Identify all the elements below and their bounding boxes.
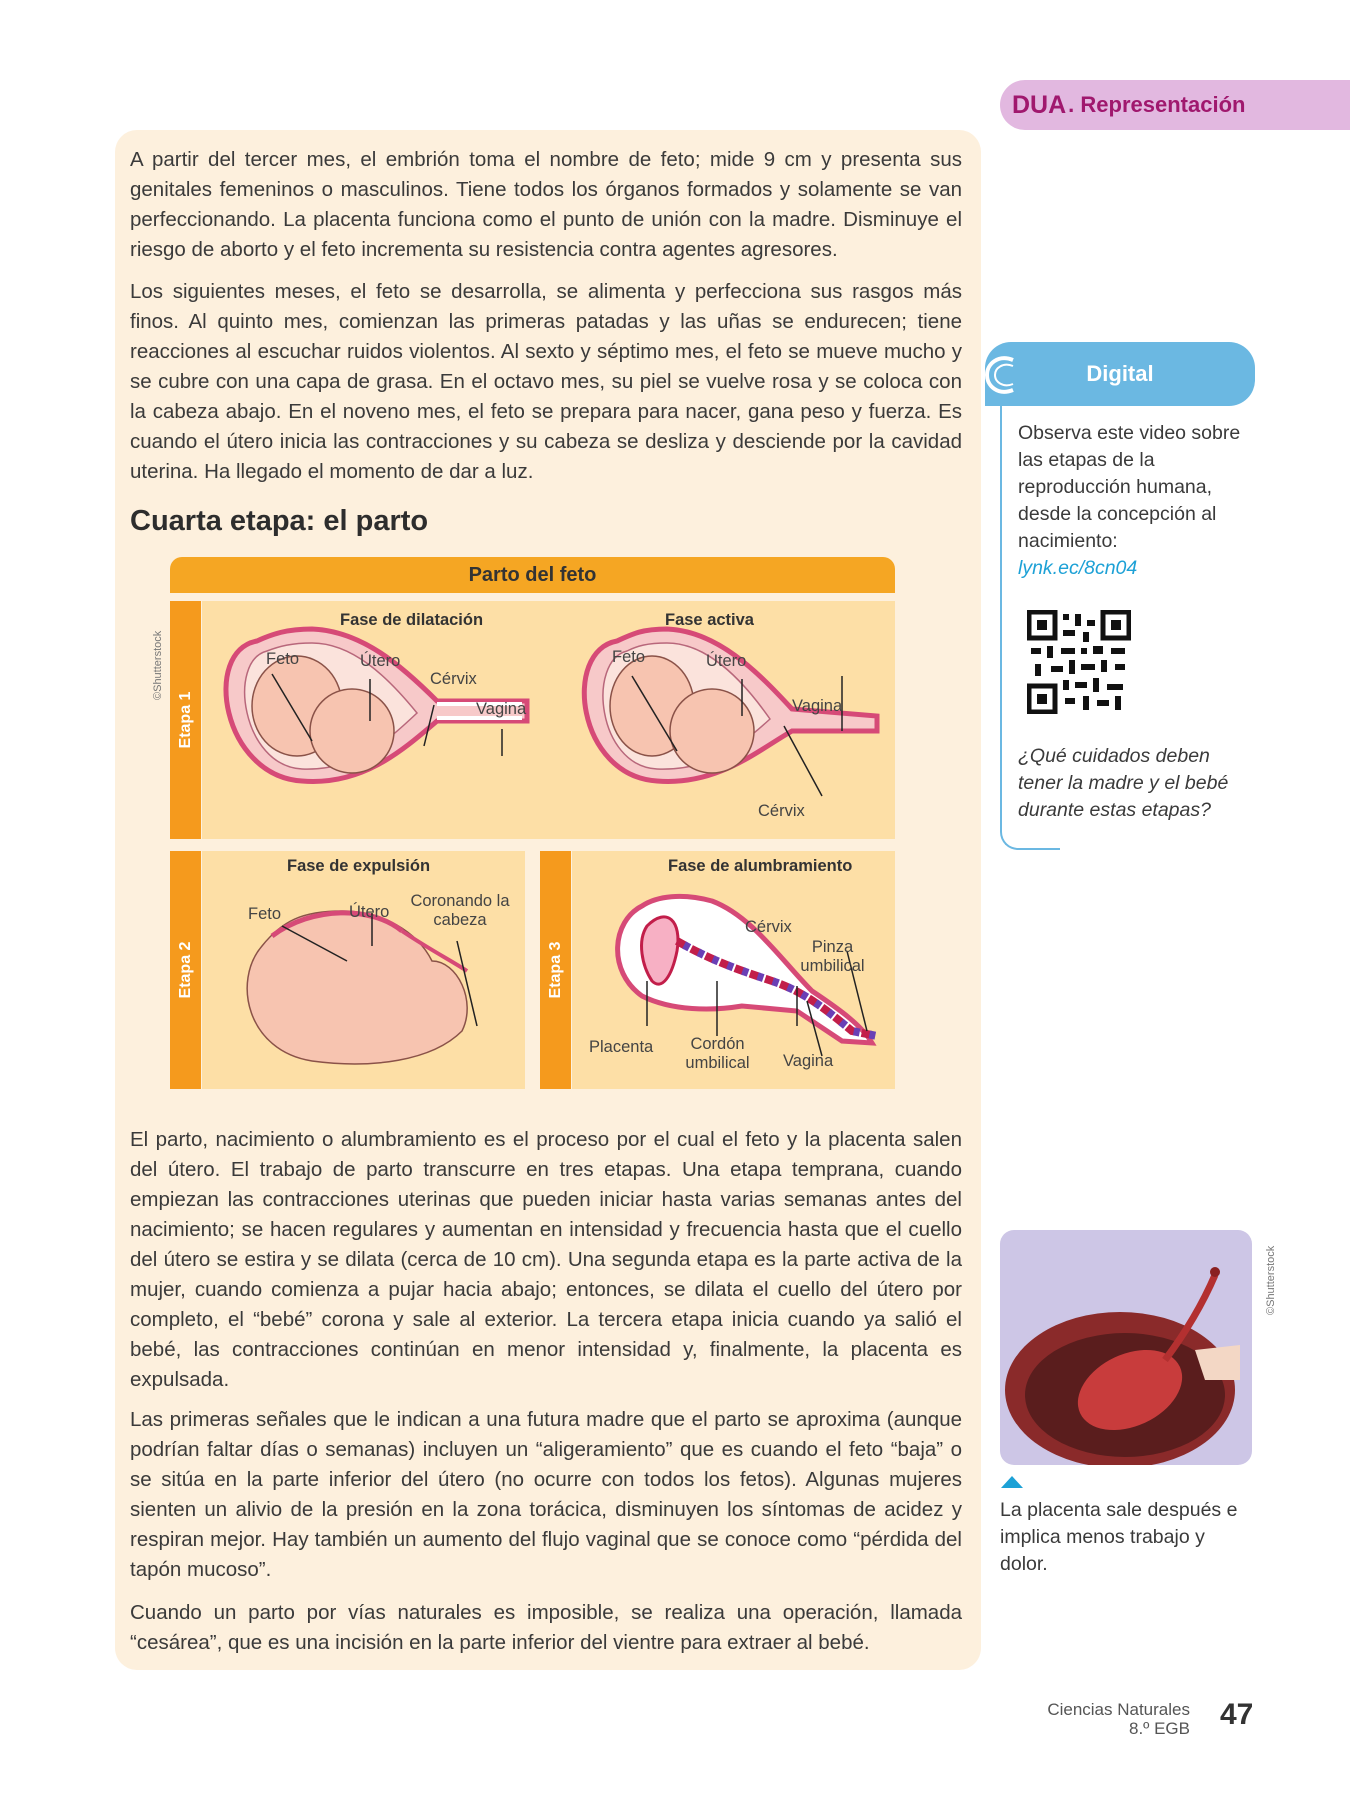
page-number: 47: [1220, 1698, 1254, 1731]
image-credit: ©Shutterstock: [152, 630, 164, 700]
dua-header-tab: [1000, 80, 1350, 130]
digital-header: [985, 342, 1255, 406]
digital-c-icon: [983, 352, 1023, 398]
phase-active-title: Fase activa: [665, 611, 754, 629]
label-feto-2: Feto: [612, 648, 646, 666]
phase-dilatation-title: Fase de dilatación: [340, 611, 484, 629]
footer-grade: 8.º EGB: [1128, 1719, 1190, 1738]
triangle-up-icon: [1000, 1475, 1024, 1489]
paragraph-cesarea: Cuando un parto por vías naturales es imposible, se realiza una operación, llamada “cesárea”, que es una incisión en la parte inferior del vientre para extraer al bebé.: [130, 1601, 962, 1654]
paragraph-senales: Las primeras señales que le indican a una futura madre que el parto se aproxima (aunque podrían faltar días o semanas) incluyen un “aligeramiento” que es cuando el feto “baja” o se sitúa en la parte inferior del útero (no ocurre con todos los fetos). Algunas mujeres sienten un alivio de la presión en la zona torácica, disminuyen los síntomas de acidez y respiran mejor. Hay también un aumento del flujo vaginal que se conoce como “pérdida del tapón mucoso”.: [130, 1408, 962, 1581]
label-pinza: Pinza umbilical: [800, 938, 865, 975]
paragraph-meses: Los siguientes meses, el feto se desarrolla, se alimenta y perfecciona sus rasgos más finos. Al quinto mes, comienzan las primeras patadas y las uñas se endurecen; tiene reacciones al escuchar ruidos violentos. Al sexto y séptimo mes, el feto se mueve mucho y se cubre con una capa de grasa. En el octavo mes, su piel se vuelve rosa y se coloca con la cabeza abajo. En el noveno mes, el feto se prepara para nacer, gana peso y fuerza. Es cuando el útero inicia las contracciones y su cabeza se desliza y desciende por la cavidad uterina. Ha llegado el momento de dar a luz.: [130, 280, 962, 483]
label-utero-2: Útero: [706, 652, 747, 670]
phase-expulsion-title: Fase de expulsión: [287, 857, 431, 875]
label-cordon: Cordón umbilical: [685, 1035, 750, 1072]
label-cervix-3: Cérvix: [745, 918, 792, 936]
photo-credit: ©Shutterstock: [1265, 1245, 1277, 1315]
stage-2-label: Etapa 2: [176, 941, 194, 999]
digital-description: [1018, 420, 1258, 582]
footer-subject: [1010, 1700, 1190, 1738]
representation-label: . Representación: [1068, 92, 1246, 117]
label-placenta: Placenta: [589, 1038, 654, 1056]
digital-link[interactable]: lynk.ec/8cn04: [1018, 557, 1138, 579]
placenta-photo: [1000, 1230, 1252, 1465]
label-feto-1: Feto: [266, 650, 300, 668]
digital-question: ¿Qué cuidados deben tener la madre y el bebé durante estas etapas?: [1018, 745, 1229, 821]
diagram-title: Parto del feto: [170, 557, 895, 593]
stage-3-bar: [540, 851, 571, 1089]
digital-title: Digital: [1086, 361, 1154, 386]
stage-2-bar: [170, 851, 201, 1089]
label-utero-1: Útero: [360, 652, 401, 670]
label-cervix-1: Cérvix: [430, 670, 477, 688]
phase-afterbirth-title: Fase de alumbramiento: [668, 857, 853, 875]
qr-code-icon[interactable]: [1027, 610, 1131, 714]
label-feto-3: Feto: [248, 905, 282, 923]
footer-subject-name: Ciencias Naturales: [1047, 1700, 1190, 1719]
photo-caption: La placenta sale después e implica menos trabajo y dolor.: [1000, 1499, 1238, 1575]
stage-1-label: Etapa 1: [176, 691, 194, 749]
placenta-illustration: [1000, 1230, 1252, 1465]
digital-text: Observa este video sobre las etapas de la reproducción humana, desde la concepción al nacimiento:: [1018, 422, 1241, 552]
label-vagina-3: Vagina: [783, 1052, 834, 1070]
stage-2-illustration: [202, 851, 525, 1089]
label-vagina-1: Vagina: [476, 700, 527, 718]
label-vagina-2: Vagina: [792, 697, 843, 715]
paragraph-feto: A partir del tercer mes, el embrión toma el nombre de feto; mide 9 cm y presenta sus genitales femeninos o masculinos. Tiene todos los órganos formados y solamente se van perfeccionando. La placenta funciona como el punto de unión con la madre. Disminuye el riesgo de aborto y el feto incrementa su resistencia contra agentes agresores.: [130, 148, 962, 261]
section-heading: Cuarta etapa: el parto: [130, 505, 429, 537]
label-utero-3: Útero: [349, 903, 390, 921]
label-cervix-2: Cérvix: [758, 802, 805, 820]
paragraph-parto: El parto, nacimiento o alumbramiento es el proceso por el cual el feto y la placenta salen del útero. El trabajo de parto transcurre en tres etapas. Una etapa temprana, cuando empiezan las contracciones uterinas que pueden iniciar hasta varias semanas antes del nacimiento; se hacen regulares y aumentan en intensidad y frecuencia hasta que el cuello del útero se estira y se dilata (cerca de 10 cm). Una segunda etapa es la parte activa de la mujer, cuando comienza a pujar hacia abajo; entonces, se dilata el cuello del útero por completo, el “bebé” corona y sale al exterior. La tercera etapa inicia cuando ya salió el bebé, las contracciones continúan en menor intensidad y, finalmente, la placenta es expulsada.: [130, 1128, 962, 1391]
stage-1-bar: [170, 601, 201, 839]
dua-label: DUA: [1012, 90, 1067, 119]
label-coronando: Coronando la cabeza: [410, 892, 510, 929]
stage-3-label: Etapa 3: [546, 941, 564, 999]
